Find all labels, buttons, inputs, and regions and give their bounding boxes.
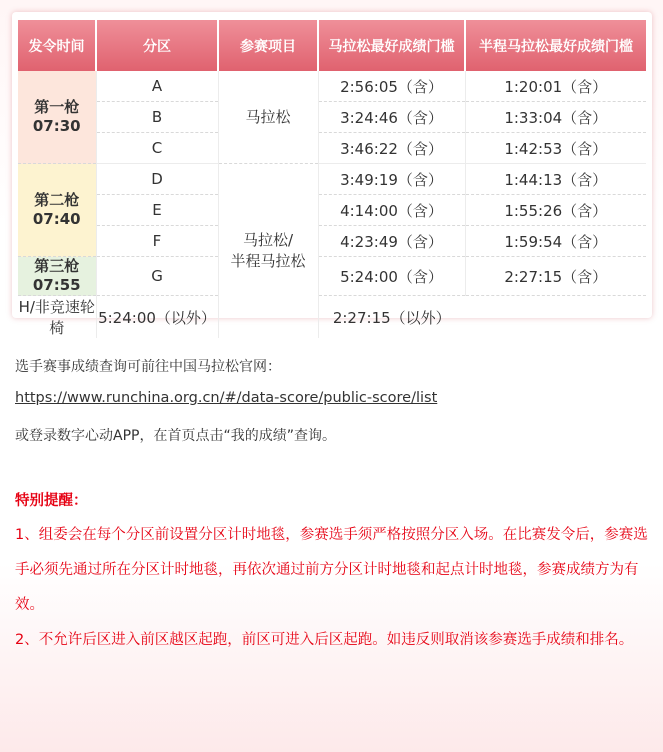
marathon-threshold-cell: 3:49:19（含） bbox=[318, 164, 465, 195]
table-row bbox=[18, 296, 646, 339]
zone-cell: C bbox=[96, 133, 218, 164]
score-query-link[interactable]: https://www.runchina.org.cn/#/data-score/public-score/list bbox=[15, 390, 438, 406]
notice-item-2: 2、不允许后区进入前区越区起跑，前区可进入后区起跑。如违反则取消该参赛选手成绩和排名。 bbox=[15, 632, 634, 648]
table-row bbox=[18, 226, 646, 257]
zone-cell: D bbox=[96, 164, 218, 195]
half-threshold-cell: 1:33:04（含） bbox=[465, 102, 646, 133]
header-event: 参赛项目 bbox=[218, 20, 318, 71]
event-cell-combined: 马拉松/ 半程马拉松 bbox=[218, 164, 318, 339]
zone-cell: H/非竞速轮椅 bbox=[18, 296, 96, 339]
table-row bbox=[18, 257, 646, 296]
score-query-text: 选手赛事成绩查询可前往中国马拉松官网： bbox=[15, 359, 281, 375]
half-threshold-cell: 1:42:53（含） bbox=[465, 133, 646, 164]
event-cell-marathon: 马拉松 bbox=[218, 71, 318, 164]
zone-cell: B bbox=[96, 102, 218, 133]
start-zone-table bbox=[18, 20, 646, 338]
notice-item-1: 1、组委会在每个分区前设置分区计时地毯，参赛选手须严格按照分区入场。在比赛发令后，参赛选手必须先通过所在分区计时地毯，再依次通过前方分区计时地毯和起点计时地毯，参赛成绩方为有效。 bbox=[15, 527, 648, 613]
gun-cell-2: 第二枪 07:40 bbox=[18, 164, 96, 257]
table-row bbox=[18, 164, 646, 195]
marathon-threshold-cell: 2:56:05（含） bbox=[318, 71, 465, 102]
notice-title: 特别提醒： bbox=[15, 493, 88, 509]
zone-cell: E bbox=[96, 195, 218, 226]
table-row bbox=[18, 133, 646, 164]
table-row bbox=[18, 71, 646, 102]
half-threshold-cell: 1:59:54（含） bbox=[465, 226, 646, 257]
marathon-threshold-cell: 3:24:46（含） bbox=[318, 102, 465, 133]
header-marathon-threshold: 马拉松最好成绩门槛 bbox=[318, 20, 465, 71]
table-row bbox=[18, 102, 646, 133]
marathon-threshold-cell: 5:24:00（以外） bbox=[96, 296, 218, 339]
start-zone-table-card bbox=[12, 12, 652, 337]
half-threshold-cell: 1:20:01（含） bbox=[465, 71, 646, 102]
header-zone: 分区 bbox=[96, 20, 218, 71]
half-threshold-cell: 2:27:15（以外） bbox=[332, 308, 451, 327]
table-row bbox=[18, 195, 646, 226]
half-threshold-cell: 1:44:13（含） bbox=[465, 164, 646, 195]
zone-cell: F bbox=[96, 226, 218, 257]
header-half-threshold: 半程马拉松最好成绩门槛 bbox=[465, 20, 646, 71]
table-header-row bbox=[18, 20, 646, 71]
marathon-threshold-cell: 3:46:22（含） bbox=[318, 133, 465, 164]
marathon-threshold-cell: 4:14:00（含） bbox=[318, 195, 465, 226]
marathon-threshold-cell: 5:24:00（含） bbox=[318, 257, 465, 296]
marathon-threshold-cell: 4:23:49（含） bbox=[318, 226, 465, 257]
half-threshold-cell: 1:55:26（含） bbox=[465, 195, 646, 226]
half-threshold-cell: 2:27:15（含） bbox=[465, 257, 646, 296]
zone-cell: G bbox=[96, 257, 218, 296]
gun-cell-1: 第一枪 07:30 bbox=[18, 71, 96, 164]
zone-cell: A bbox=[96, 71, 218, 102]
gun-cell-3: 第三枪 07:55 bbox=[18, 257, 96, 296]
header-gun-time: 发令时间 bbox=[18, 20, 96, 71]
app-query-text: 或登录数字心动APP，在首页点击“我的成绩”查询。 bbox=[15, 428, 336, 444]
